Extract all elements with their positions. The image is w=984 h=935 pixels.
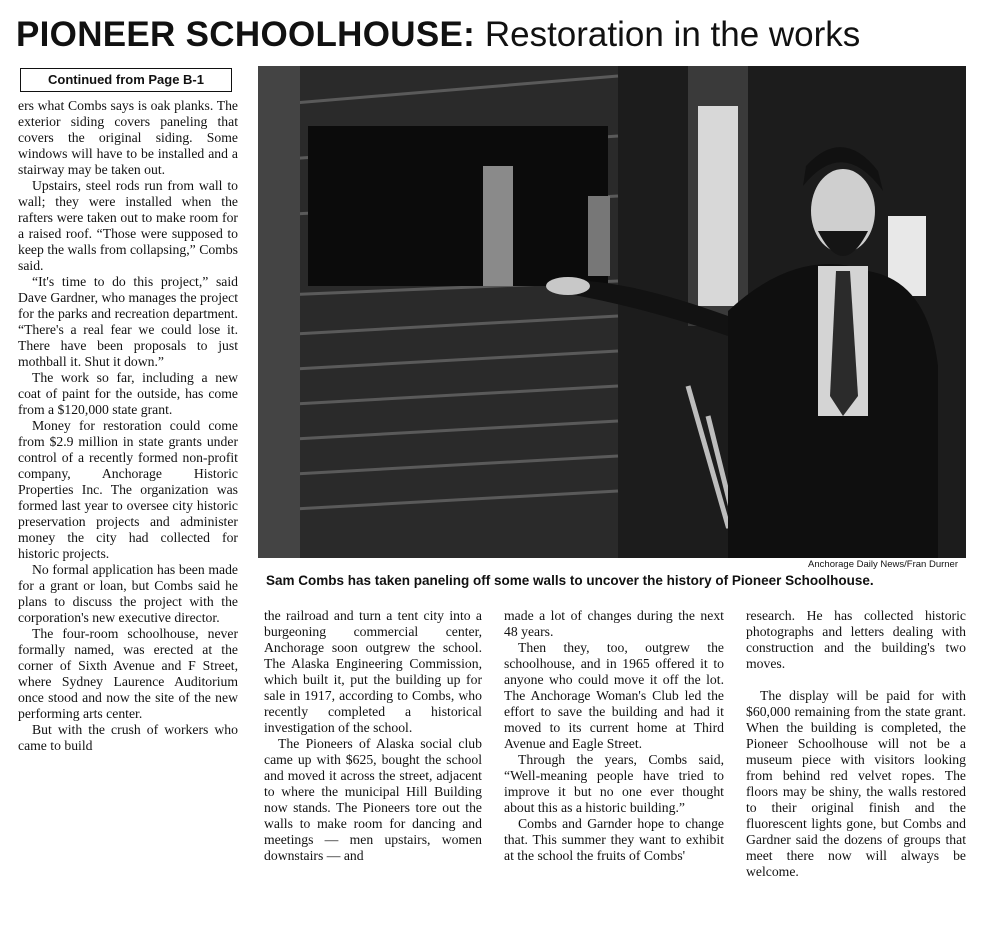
photo-credit: Anchorage Daily News/Fran Durner (808, 559, 958, 570)
photo-caption: Sam Combs has taken paneling off some walls to uncover the history of Pioneer Schoolhouse. (266, 573, 874, 588)
paragraph: The display will be paid for with $60,000 remaining from the state grant. When the building is completed, the Pioneer Schoolhouse will not be a museum piece with visitors looking from behind red velvet ropes. The floors may be shiny, the walls restored to their original finish and the fluorescent lights gone, but Combs and Gardner said the dozens of groups that meet there now will always be welcome. (746, 688, 966, 879)
headline-kicker: PIONEER SCHOOLHOUSE: (16, 15, 476, 54)
paragraph: Through the years, Combs said, “Well-meaning people have tried to improve it but no one ever thought about this as a historic building.” (504, 752, 724, 815)
headline (16, 12, 976, 58)
article-column-2 (264, 608, 482, 864)
paragraph: “It's time to do this project,” said Dave Gardner, who manages the project for the parks and recreation department. “There's a real fear we could lose it. There have been proposals to just mothball it. Shut it down.” (18, 274, 238, 369)
news-photo (258, 66, 966, 558)
paragraph: Then they, too, outgrew the schoolhouse, and in 1965 offered it to anyone who could move it off the lot. The Anchorage Woman's Club led the effort to save the building and had it moved to its current home at Third Avenue and Eagle Street. (504, 640, 724, 751)
paragraph: ers what Combs says is oak planks. The exterior siding covers paneling that covers the original siding. Some windows will have to be installed and a stairway may be taken out. (18, 98, 238, 177)
headline-deck: Restoration in the works (484, 15, 861, 54)
continued-from-label: Continued from Page B-1 (20, 68, 232, 92)
article-column-1 (18, 98, 238, 754)
paragraph: No formal application has been made for a grant or loan, but Combs said he plans to discuss the project with the corporation's new executive director. (18, 562, 238, 625)
photo-illustration (258, 66, 966, 558)
paragraph: Combs and Garnder hope to change that. This summer they want to exhibit at the school the fruits of Combs' (504, 816, 724, 863)
paragraph: The work so far, including a new coat of paint for the outside, has come from a $120,000 state grant. (18, 370, 238, 417)
paragraph: the railroad and turn a tent city into a burgeoning commercial center, Anchorage soon outgrew the school. The Alaska Engineering Commission, which built it, put the building up for sale in 1917, according to Combs, who recently completed a historical investigation of the school. (264, 608, 482, 735)
article-column-3 (504, 608, 724, 864)
paragraph: made a lot of changes during the next 48 years. (504, 608, 724, 639)
paragraph: research. He has collected historic photographs and letters dealing with construction and the building's two moves. (746, 608, 966, 671)
paragraph: The four-room schoolhouse, never formally named, was erected at the corner of Sixth Avenue and F Street, where Sydney Laurence Auditorium once stood and now the site of the new performing arts center. (18, 626, 238, 721)
paragraph: The Pioneers of Alaska social club came up with $625, bought the school and moved it across the street, adjacent to where the municipal Hill Building now stands. The Pioneers tore out the walls to make room for dancing and meetings — men upstairs, women downstairs — and (264, 736, 482, 863)
paragraph: Upstairs, steel rods run from wall to wall; they were installed when the rafters were taken out to make room for a raised roof. “Those were supposed to keep the walls from collapsing,” Combs said. (18, 178, 238, 273)
paragraph: But with the crush of workers who came to build (18, 722, 238, 753)
article-column-4 (746, 608, 966, 880)
paragraph: Money for restoration could come from $2.9 million in state grants under control of a recently formed non-profit company, Anchorage Historic Properties Inc. The organization was formed last year to oversee city historic preservation projects and administer money the city had collected for historic projects. (18, 418, 238, 561)
